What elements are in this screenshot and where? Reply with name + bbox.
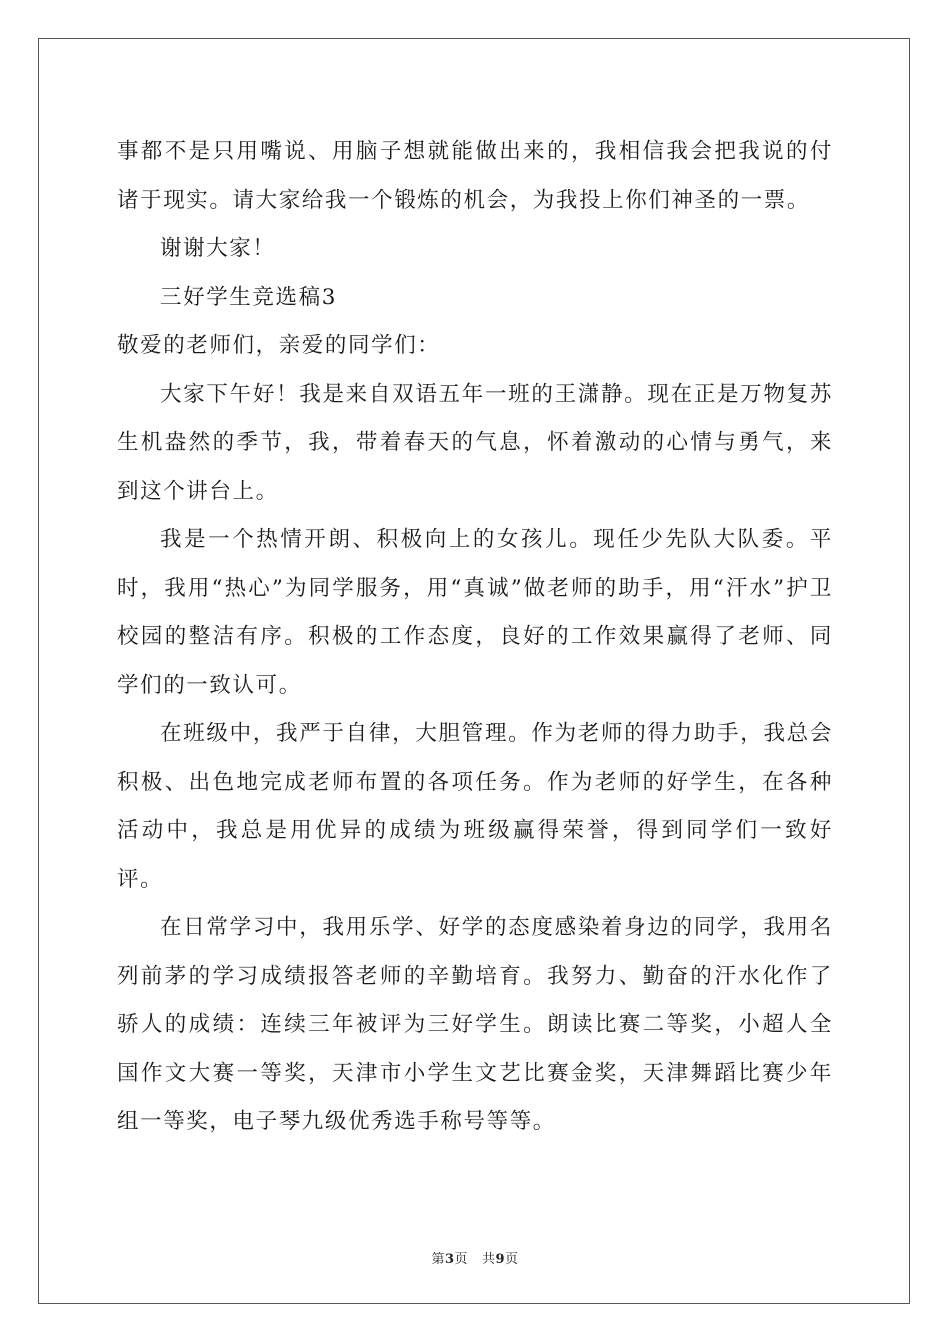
paragraph-continuation: 事都不是只用嘴说、用脑子想就能做出来的，我相信我会把我说的付诸于现实。请大家给我一个锻炼的机会，为我投上你们神圣的一票。 (117, 139, 833, 213)
page-total: 9 (495, 1252, 506, 1267)
document-body (117, 128, 833, 1147)
paragraph-class-duties: 在班级中，我严于自律，大胆管理。作为老师的得力助手，我总会积极、出色地完成老师布置的各项任务。作为老师的好学生，在各种活动中，我总是用优异的成绩为班级赢得荣誉，得到同学们一致好评。 (117, 721, 833, 892)
total-prefix: 共 (481, 1252, 496, 1267)
paragraph-introduction: 我是一个热情开朗、积极向上的女孩儿。现任少先队大队委。平时，我用“热心”为同学服务，用“真诚”做老师的助手，用“汗水”护卫校园的整洁有序。积极的工作态度，良好的工作效果赢得了老师、同学们的一致认可。 (117, 527, 833, 698)
section-title: 三好学生竞选稿3 (160, 284, 337, 310)
salutation: 敬爱的老师们，亲爱的同学们： (117, 333, 441, 358)
page-prefix: 第 (431, 1252, 445, 1267)
page-footer (0, 1248, 950, 1267)
paragraph-greeting: 大家下午好！我是来自双语五年一班的王潇静。现在正是万物复苏生机盎然的季节，我，带着春天的气息，怀着激动的心情与勇气，来到这个讲台上。 (117, 381, 833, 504)
page-current: 3 (444, 1252, 455, 1267)
paragraph-study-achievements: 在日常学习中，我用乐学、好学的态度感染着身边的同学，我用名列前茅的学习成绩报答老师的辛勤培育。我努力、勤奋的汗水化作了骄人的成绩：连续三年被评为三好学生。朗读比赛二等奖，小超人全国作文大赛一等奖，天津市小学生文艺比赛金奖，天津舞蹈比赛少年组一等奖，电子琴九级优秀选手称号等等。 (117, 915, 833, 1134)
total-suffix: 页 (505, 1252, 519, 1267)
paragraph-thanks: 谢谢大家！ (160, 236, 276, 261)
page-suffix: 页 (454, 1252, 469, 1267)
